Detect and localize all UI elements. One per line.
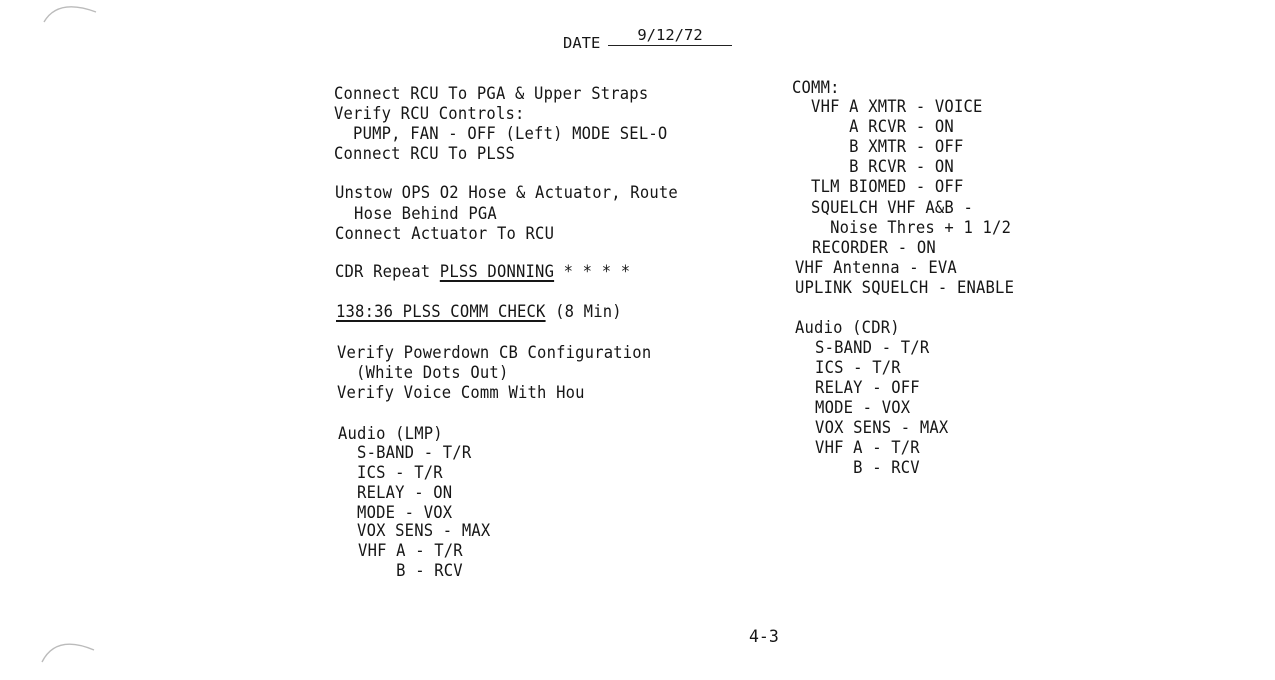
comm-item: A RCVR - ON [792, 117, 954, 136]
date-label: DATE [563, 34, 601, 52]
audio-lmp-item: MODE - VOX [338, 503, 453, 522]
date-value: 9/12/72 [608, 26, 732, 46]
comm-item: SQUELCH VHF A&B - [792, 198, 973, 217]
comm-item: Noise Thres + 1 1/2 [792, 218, 1012, 237]
rcu-line-4: Connect RCU To PLSS [334, 144, 515, 163]
audio-lmp-item: RELAY - ON [338, 483, 453, 502]
audio-cdr-item: B - RCV [796, 458, 920, 477]
comm-item: VHF A XMTR - VOICE [792, 97, 983, 116]
comm-item: UPLINK SQUELCH - ENABLE [795, 278, 1015, 297]
rcu-line-2: Verify RCU Controls: [334, 104, 525, 123]
page-number: 4-3 [749, 627, 779, 646]
rcu-line-1: Connect RCU To PGA & Upper Straps [334, 84, 649, 103]
binder-hole-bottom-mark [36, 628, 100, 668]
comm-item: TLM BIOMED - OFF [792, 177, 964, 196]
binder-hole-top-mark [40, 0, 100, 30]
comm-check-heading [336, 302, 622, 322]
audio-cdr-item: S-BAND - T/R [796, 338, 930, 357]
audio-lmp-heading: Audio (LMP) [338, 424, 443, 443]
cdr-repeat-line [335, 262, 630, 282]
comm-heading: COMM: [792, 78, 840, 97]
audio-cdr-heading: Audio (CDR) [795, 318, 900, 337]
audio-cdr-item: VOX SENS - MAX [796, 418, 949, 437]
comm-item: B XMTR - OFF [792, 137, 964, 156]
comm-item: RECORDER - ON [793, 238, 936, 257]
comm-item: B RCVR - ON [792, 157, 954, 176]
cdr-repeat-prefix: CDR Repeat [335, 262, 440, 281]
audio-lmp-item: VOX SENS - MAX [338, 521, 491, 540]
comm-check-time-title: 138:36 PLSS COMM CHECK [336, 302, 546, 321]
verify-line-3: Verify Voice Comm With Hou [337, 383, 585, 402]
audio-cdr-item: RELAY - OFF [796, 378, 920, 397]
audio-lmp-item: ICS - T/R [338, 463, 443, 482]
verify-line-1: Verify Powerdown CB Configuration [337, 343, 652, 362]
rcu-line-3: PUMP, FAN - OFF (Left) MODE SEL-O [334, 124, 668, 143]
verify-line-2: (White Dots Out) [337, 363, 509, 382]
audio-cdr-item: MODE - VOX [796, 398, 911, 417]
audio-lmp-item: B - RCV [339, 561, 463, 580]
audio-cdr-item: ICS - T/R [796, 358, 901, 377]
hose-line-3: Connect Actuator To RCU [335, 224, 555, 243]
comm-check-duration: (8 Min) [545, 302, 622, 321]
hose-line-1: Unstow OPS O2 Hose & Actuator, Route [335, 183, 678, 202]
audio-lmp-item: S-BAND - T/R [338, 443, 472, 462]
comm-item: VHF Antenna - EVA [795, 258, 957, 277]
audio-lmp-item: VHF A - T/R [339, 541, 463, 560]
cdr-repeat-asterisks: * * * * [554, 262, 631, 281]
plss-donning-link-text: PLSS DONNING [439, 262, 555, 281]
hose-line-2: Hose Behind PGA [335, 204, 497, 223]
audio-cdr-item: VHF A - T/R [796, 438, 920, 457]
